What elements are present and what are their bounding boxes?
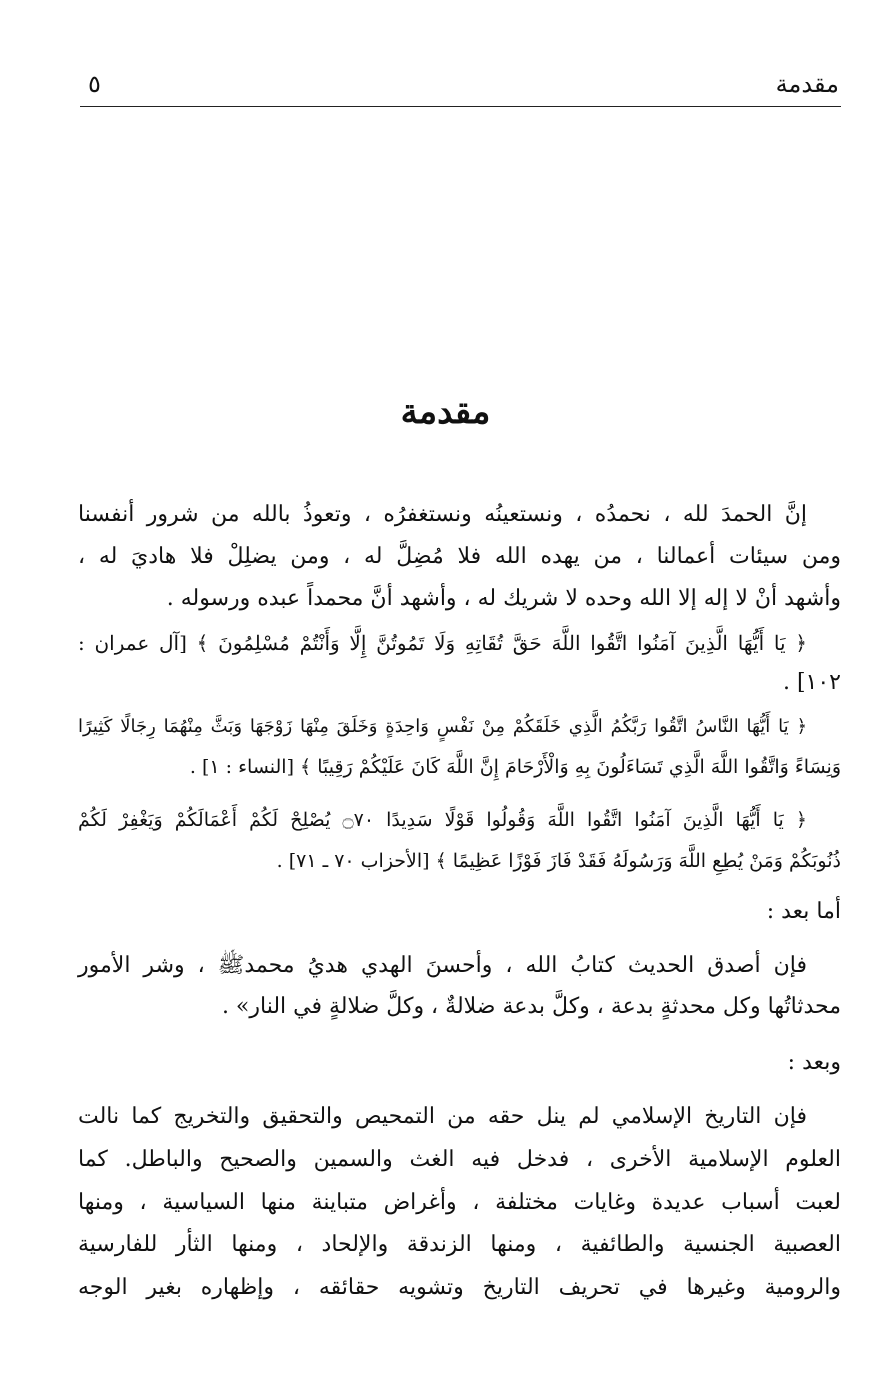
page-number: ٥ — [88, 70, 101, 98]
wa-baad-heading: وبعد : — [787, 1050, 841, 1075]
ayah-line: ﴿ يَا أَيُّهَا الَّذِينَ آمَنُوا اتَّقُوا اللَّهَ وَقُولُوا قَوْلًا سَدِيدًا ۝٧٠ يُصْلِحْ لَكُمْ أَعْمَالَكُمْ وَيَغْفِرْ لَكُمْ — [78, 809, 807, 831]
intro-line: ومن سيئات أعمالنا ، من يهده الله فلا مُضِلَّ له ، ومن يضلِلْ فلا هاديَ له ، — [78, 544, 841, 569]
ayah-line: ﴿ يَا أَيُّهَا الَّذِينَ آمَنُوا اتَّقُوا اللَّهَ حَقَّ تُقَاتِهِ وَلَا تَمُوتُنَّ إِلَّا وَأَنْتُمْ مُسْلِمُونَ ﴾ [آل عمران : — [78, 631, 807, 655]
intro-line: إنَّ الحمدَ لله ، نحمدُه ، ونستعينُه ونستغفرُه ، وتعوذُ بالله من شرور أنفسنا — [78, 502, 807, 527]
intro-line: وأشهد أنْ لا إله إلا الله وحده لا شريك له ، وأشهد أنَّ محمداً عبده ورسوله . — [166, 586, 841, 611]
hadith-line: محدثاتُها وكل محدثةٍ بدعة ، وكلَّ بدعة ضلالةٌ ، وكلَّ ضلالةٍ في النار» . — [221, 994, 841, 1019]
ayah-line: ذُنُوبَكُمْ وَمَنْ يُطِعِ اللَّهَ وَرَسُولَهُ فَقَدْ فَازَ فَوْزًا عَظِيمًا ﴾ [الأحزاب ٧٠ ـ ٧١] . — [276, 850, 841, 872]
body-line: العصبية الجنسية والطائفية ، ومنها الزندقة والإلحاد ، ومنها الثأر للفارسية — [78, 1232, 841, 1257]
ayah-line: ﴿ يَا أَيُّهَا النَّاسُ اتَّقُوا رَبَّكُمُ الَّذِي خَلَقَكُمْ مِنْ نَفْسٍ وَاحِدَةٍ وَخَلَقَ مِنْهَا زَوْجَهَا وَبَثَّ مِنْهُمَا رِجَالًا كَثِيرًا — [78, 716, 807, 737]
amma-baad-heading: أما بعد : — [766, 899, 841, 924]
body-line: العلوم الإسلامية الأخرى ، فدخل فيه الغث والسمين والصحيح والباطل. كما — [78, 1147, 841, 1172]
chapter-title: مقدمة — [400, 392, 491, 432]
running-header-title: مقدمة — [775, 70, 839, 98]
body-line: والرومية وغيرها في تحريف التاريخ وتشويه حقائقه ، وإظهاره بغير الوجه — [78, 1275, 841, 1300]
body-line: فإن التاريخ الإسلامي لم ينل حقه من التمحيص والتحقيق والتخريج كما نالت — [78, 1104, 807, 1129]
hadith-line: فإن أصدق الحديث كتابُ الله ، وأحسنَ الهدي هديُ محمدﷺ ، وشر الأمور — [78, 953, 807, 978]
header-rule — [80, 106, 841, 107]
ayah-line: ١٠٢] . — [782, 670, 841, 695]
ayah-line: وَنِسَاءً وَاتَّقُوا اللَّهَ الَّذِي تَسَاءَلُونَ بِهِ وَالْأَرْحَامَ إِنَّ اللَّهَ كَانَ عَلَيْكُمْ رَقِيبًا ﴾ [النساء : ١] . — [189, 756, 841, 778]
body-line: لعبت أسباب عديدة وغايات مختلفة ، وأغراض متباينة منها السياسية ، ومنها — [78, 1190, 841, 1215]
